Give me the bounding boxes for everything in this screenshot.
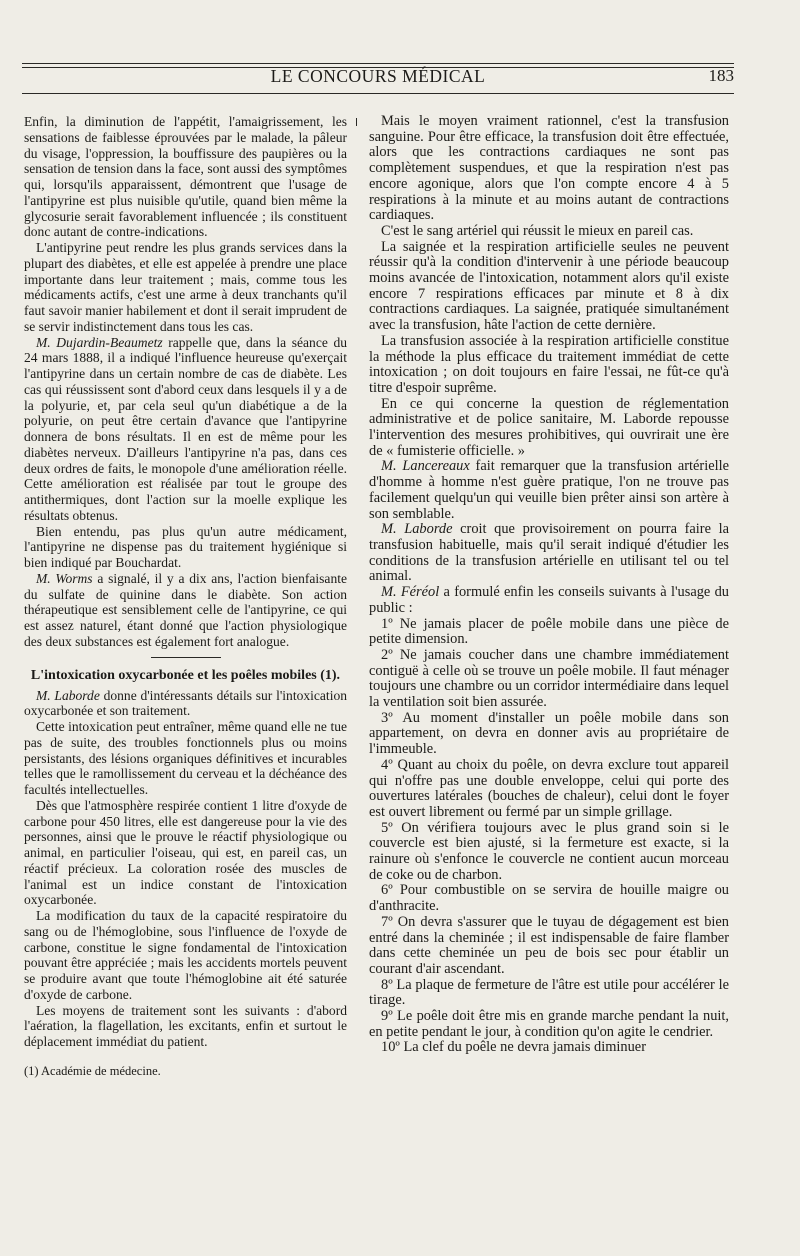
speaker-name: M. Lancereaux <box>381 458 470 475</box>
paragraph: La modification du taux de la capacité respiratoire du sang ou de l'hémoglobine, sous l'influence de l'oxyde de carbone, constitue le signe fondamental de l'intoxication pouvant être appréciée ; mais les accidents mortels peuvent se produire avant que toute l'hémoglobine ait été saturée d'oxyde de carbone. <box>24 908 347 1002</box>
paragraph <box>24 571 347 650</box>
list-item: 6º Pour combustible on se servira de houille maigre ou d'anthracite. <box>369 882 729 915</box>
right-column <box>369 114 729 1056</box>
list-item: 3º Au moment d'installer un poêle mobile dans son appartement, on devra en donner avis au propriétaire de l'immeuble. <box>369 709 729 758</box>
speaker-name: M. Worms <box>36 570 93 586</box>
paragraph: La saignée et la respiration artificielle seules ne peuvent réussir qu'à la condition d'intervenir à une période beaucoup moins avancée de l'intoxication, notamment alors qu'il existe encore 7 respirations efficaces par minute et 8 à dix contractions cardiaques. La saignée, pratiquée simultanément avec la transfusion, hâte l'action de cette dernière. <box>369 238 729 334</box>
paragraph <box>369 459 729 522</box>
journal-title: LE CONCOURS MÉDICAL <box>270 66 486 86</box>
paragraph: Mais le moyen vraiment rationnel, c'est la transfusion sanguine. Pour être efficace, la transfusion doit être effectuée, alors que les contractions cardiaques ne sont pas complètement suspendues, et que la respiration n'est pas encore agonique, alors que l'on compte encore 4 à 5 respirations à la minute et au moins autant de contractions cardiaques. <box>369 113 729 224</box>
paragraph-text: fait remarquer que la transfusion artérielle d'homme à homme n'est guère pratique, l'on ne trouve pas facilement quelqu'un qui veuille bien prêter ainsi son artère à son semblable. <box>369 458 729 522</box>
list-item: 9º Le poêle doit être mis en grande marche pendant la nuit, en petite pendant le jour, à condition qu'on agite le cendrier. <box>369 1008 729 1040</box>
paragraph-text: croit que provisoirement on pourra faire la transfusion habituelle, mais qu'il serait indiqué d'étudier les conditions de la transfusion artérielle en utilisant tel ou tel animal. <box>369 521 730 585</box>
speaker-name: M. Laborde <box>36 687 100 703</box>
paragraph <box>369 522 729 585</box>
paragraph: Les moyens de traitement sont les suivants : d'abord l'aération, la flagellation, les excitants, enfin et surtout le déplacement immédiat du patient. <box>24 1002 347 1049</box>
list-item: 5º On vérifiera toujours avec le plus grand soin si le couvercle est bien ajusté, si la fermeture est exacte, si la rainure où s'enfonce le couvercle ne contient aucun morceau de coke ou de charbon. <box>369 819 729 883</box>
paragraph-text: a signalé, il y a dix ans, l'action bienfaisante du sulfate de quinine dans le diabète. Son action thérapeutique est sensiblement celle de l'antipyrine, ce qui est assez naturel, étant donné que l'action physiologique des deux substances est également fort analogue. <box>24 570 347 649</box>
speaker-name: M. Laborde <box>381 521 453 538</box>
paragraph: Bien entendu, pas plus qu'un autre médicament, l'antipyrine ne dispense pas du traitement hygiénique si bien indiqué par Bouchardat. <box>24 523 347 570</box>
page-number: 183 <box>708 66 734 85</box>
list-item: 8º La plaque de fermeture de l'âtre est utile pour accélérer le tirage. <box>369 976 729 1009</box>
footnote: (1) Académie de médecine. <box>24 1063 161 1078</box>
paragraph-text: rappelle que, dans la séance du 24 mars 1888, il a indiqué l'influence heureuse qu'exerçait l'antipyrine dans un certain nombre de cas de diabète. Les cas qui réussissent sont d'abord ceux dans lesquels il y a de la polyurie, et, par cela seul qu'un diabétique a de la polyurie, on peut être certain d'avance que l'antipyrine donnera de bons résultats. Il en est de même pour les diabètes nerveux. D'ailleurs l'antipyrine n'a pas, dans ces deux ordres de faits, le monopole d'une amélioration réelle. Cette amélioration est réalisée par tout le groupe des antithermiques, dont l'action sur la moelle explique les résultats obtenus. <box>24 334 347 523</box>
list-item: 10º La clef du poêle ne devra jamais diminuer <box>381 1039 646 1056</box>
paragraph-text: a formulé enfin les conseils suivants à l'usage du public : <box>369 584 729 616</box>
paragraph: Enfin, la diminution de l'appétit, l'amaigrissement, les sensations de faiblesse éprouvées par le malade, la pâleur du visage, l'oppression, la bouffissure des paupières ou la sensation de tension dans la face, sont aussi des symptômes qui, lorsqu'ils apparaissent, démontrent que l'usage de l'antipyrine est plus nuisible qu'utile, quand bien même la glycosurie serait favorablement influencée ; ils constituent donc autant de contre-indications. <box>24 114 347 240</box>
paragraph: Cette intoxication peut entraîner, même quand elle ne tue pas de suite, des troubles fonctionnels plus ou moins persistants, des lésions organiques définitives et incurables telles que le ramollissement du cerveau et la déchéance des facultés intellectuelles. <box>24 719 347 797</box>
paragraph: Dès que l'atmosphère respirée contient 1 litre d'oxyde de carbone pour 450 litres, elle est dangereuse pour la vie des personnes, ainsi que le prouve le réactif physiologique ou animal, en particulier l'oiseau, qui est, en pareil cas, un réactif précieux. La coloration rosée des muscles de l'animal est un indice constant de l'intoxication oxycarbonée. <box>24 797 347 908</box>
list-item: 1º Ne jamais placer de poêle mobile dans une pièce de petite dimension. <box>369 615 729 648</box>
paragraph: C'est le sang artériel qui réussit le mieux en pareil cas. <box>381 222 694 239</box>
list-item: 7º On devra s'assurer que le tuyau de dégagement est bien entré dans la cheminée ; il est indispensable de faire flamber dans cette cheminée un peu de bois sec pour établir un courant d'air ascendant. <box>369 913 729 977</box>
paragraph-text: donne d'intéressants détails sur l'intoxication oxycarbonée et son traitement. <box>24 687 347 719</box>
section-separator <box>151 657 221 658</box>
paragraph <box>24 688 347 720</box>
list-item: 2º Ne jamais coucher dans une chambre immédiatement contiguë à celle où se trouve un poêle mobile. Il faut ménager toujours une chambre ou un corridor intermédiaire dans lequel la ventilation soit bien assurée. <box>369 646 729 711</box>
paragraph: En ce qui concerne la question de réglementation administrative et de police sanitaire, M. Laborde repousse l'intervention des mesures prohibitives, qui ouvrirait une ère de « fumisterie officielle. » <box>369 395 729 459</box>
paragraph <box>369 585 729 616</box>
paragraph: L'antipyrine peut rendre les plus grands services dans la plupart des diabètes, et elle est appelée à prendre une place importante dans leur traitement ; mais, comme tous les médicaments actifs, c'est une arme à deux tranchants qu'il faut savoir manier habilement et dont il serait imprudent de se servir indistinctement dans tous les cas. <box>24 240 347 334</box>
paragraph: La transfusion associée à la respiration artificielle constitue la méthode la plus efficace du traitement immédiat de cette intoxication ; on doit toujours en faire l'essai, ne fût-ce qu'à titre d'espoir suprême. <box>369 332 729 396</box>
section-title: L'intoxication oxycarbonée et les poêles mobiles (1). <box>30 667 341 683</box>
header-rule-bottom <box>22 93 734 94</box>
paragraph <box>24 335 347 524</box>
speaker-name: M. Dujardin-Beaumetz <box>36 334 163 350</box>
running-header <box>22 58 734 102</box>
list-item: 4º Quant au choix du poêle, on devra exclure tout appareil qui n'offre pas une double enveloppe, celui qui porte des ouvertures latérales (bouches de chaleur), celui dont le foyer est ouvert librement ou fermé par un simple grillage. <box>369 756 729 820</box>
column-divider <box>356 118 357 126</box>
left-column <box>24 114 347 1080</box>
speaker-name: M. Féréol <box>381 584 440 601</box>
